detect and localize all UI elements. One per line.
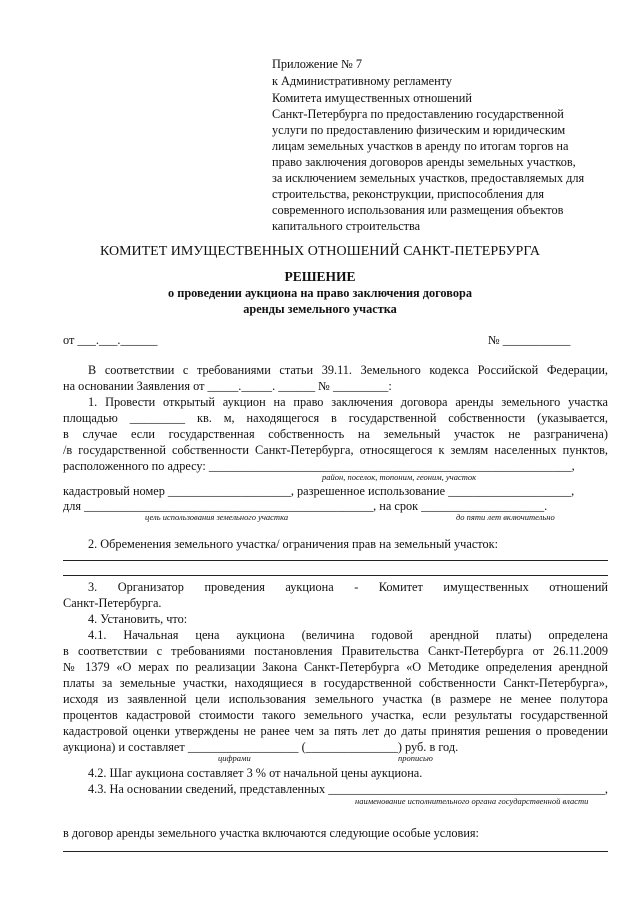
paragraph-line: 3. Организатор проведения аукциона - Комитет имущественных отношений: [88, 580, 608, 594]
blank-line: [63, 851, 608, 852]
paragraph-line: В соответствии с требованиями статьи 39.11. Земельного кодекса Российской Федерации,: [88, 363, 608, 377]
paragraph-line: расположенного по адресу: ___________________________________________________________,: [63, 459, 575, 473]
paragraph-line: 4.3. На основании сведений, представленных _____________________________________________,: [88, 782, 608, 796]
appendix-line: Приложение № 7: [272, 57, 363, 71]
paragraph-line: кадастровый номер ____________________, разрешенное использование ____________________,: [63, 484, 575, 498]
paragraph-line: в договор аренды земельного участка включаются следующие особые условия:: [63, 826, 479, 840]
paragraph-line: площадью _________ кв. м, находящегося в государственной собственности (указывается,: [63, 411, 608, 425]
appendix-line: лицам земельных участков в аренду по итогам торгов на: [272, 139, 569, 153]
committee-heading: КОМИТЕТ ИМУЩЕСТВЕННЫХ ОТНОШЕНИЙ САНКТ-ПЕТЕРБУРГА: [99, 244, 541, 259]
appendix-line: право заключения договоров аренды земельных участков,: [272, 155, 576, 169]
paragraph-line: платы за земельные участки, находящиеся в государственной собственности Санкт-Петербурга»,: [63, 676, 608, 690]
field-hint: район, поселок, топоним, геоним, участок: [322, 472, 477, 482]
paragraph-line: 2. Обременения земельного участка/ ограничения прав на земельный участок:: [88, 537, 499, 551]
appendix-line: современного использования или размещения объектов: [272, 203, 564, 217]
paragraph-line: для _______________________________________________, на срок ____________________.: [63, 499, 548, 513]
paragraph-line: 1. Провести открытый аукцион на право заключения договора аренды земельного участка: [88, 395, 608, 409]
paragraph-line: 4. Установить, что:: [88, 612, 188, 626]
paragraph-line: аукциона) и составляет __________________ (_______________) руб. в год.: [63, 740, 459, 754]
decision-title: РЕШЕНИЕ: [284, 269, 356, 284]
appendix-line: к Административному регламенту: [272, 74, 453, 88]
decision-subtitle: аренды земельного участка: [243, 302, 397, 316]
paragraph-line: исходя из заявленной цели использования земельного участка (в размере не менее полутора: [63, 692, 608, 706]
blank-line: [63, 575, 608, 576]
paragraph-line: /в государственной собственности Санкт-Петербурга, относящегося к землям населенных пунктов,: [63, 443, 608, 457]
paragraph-line: в соответствии с требованиями постановления Правительства Санкт-Петербурга от 26.11.2009: [63, 644, 608, 658]
paragraph-line: в случае если государственная собственность на земельный участок не разграничена): [63, 427, 608, 441]
number-line: № ___________: [488, 333, 571, 347]
paragraph-line: на основании Заявления от _____._____. ______ № _________:: [63, 379, 392, 393]
paragraph-line: процентов кадастровой стоимости такого земельного участка, если результаты государственной: [63, 708, 608, 722]
field-hint: прописью: [398, 753, 433, 763]
paragraph-line: кадастровой оценки утверждены не ранее чем за пять лет до даты принятия решения о проведении: [63, 724, 608, 738]
appendix-line: Комитета имущественных отношений: [272, 91, 472, 105]
field-hint: цифрами: [218, 753, 251, 763]
appendix-line: строительства, реконструкции, приспособления для: [272, 187, 545, 201]
field-hint: до пяти лет включительно: [456, 512, 555, 522]
field-hint: наименование исполнительного органа государственной власти: [355, 796, 589, 806]
paragraph-line: 4.2. Шаг аукциона составляет 3 % от начальной цены аукциона.: [88, 766, 423, 780]
appendix-line: Санкт-Петербурга по предоставлению государственной: [272, 107, 564, 121]
paragraph-line: Санкт-Петербурга.: [63, 596, 162, 610]
appendix-line: капитального строительства: [272, 219, 421, 233]
appendix-line: услуги по предоставлению физическим и юридическим: [272, 123, 566, 137]
paragraph-line: 4.1. Начальная цена аукциона (величина годовой арендной платы) определена: [88, 628, 608, 642]
appendix-line: за исключением земельных участков, предоставляемых для: [272, 171, 585, 185]
paragraph-line: № 1379 «О мерах по реализации Закона Санкт-Петербурга «О Методике определения арендной: [63, 660, 608, 674]
blank-line: [63, 560, 608, 561]
date-line: от ___.___.______: [63, 333, 158, 347]
field-hint: цель использования земельного участка: [145, 512, 289, 522]
decision-subtitle: о проведении аукциона на право заключения договора: [168, 286, 472, 300]
